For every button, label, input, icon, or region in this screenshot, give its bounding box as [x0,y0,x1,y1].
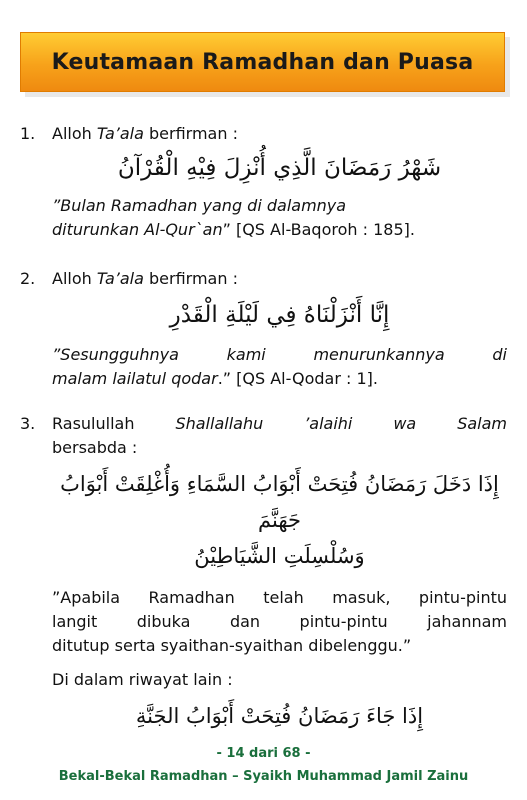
quote-text: ”Sesungguhnya kami menurunkannya di [52,345,507,364]
arabic-hadith-line: وَسُلْسِلَتِ الشَّيَاطِيْنُ [194,544,365,568]
translation-quote [52,586,507,658]
item-number: 1. [20,124,36,143]
intro-italic: Ta’ala [96,269,144,288]
quote-line [52,367,507,391]
page-title: Keutamaan Ramadhan dan Puasa [51,49,474,75]
quote-italic: diturunkan Al-Qur`an [52,220,223,239]
quote-reference: .” [QS Al-Qodar : 1]. [217,369,378,388]
item-intro [52,122,507,146]
intro-text: Alloh [52,269,97,288]
arabic-verse: شَهْرُ رَمَضَانَ الَّذِي أُنْزِلَ فِيْهِ الْقُرْآنُ [117,155,442,181]
quote-line: langit dibuka dan pintu-pintu jahannam [52,612,507,631]
item-intro [52,267,507,291]
riwayat-label: Di dalam riwayat lain : [52,670,233,689]
quote-reference: ” [QS Al-Baqoroh : 185]. [222,220,415,239]
intro-text: Alloh [52,124,97,143]
quote-line [52,343,507,367]
intro-suffix: berfirman : [143,124,238,143]
page-number: - 14 dari 68 - [216,746,311,761]
translation-quote [52,194,507,242]
list-item [20,267,507,391]
intro-italic: Ta’ala [96,124,144,143]
item-intro-line2: bersabda : [52,438,138,457]
quote-text: ”Bulan Ramadhan yang di dalamnya [52,196,347,215]
item-number: 3. [20,414,36,433]
quote-italic: malam lailatul qodar [52,369,218,388]
item-body [52,267,507,391]
item-number: 2. [20,269,36,288]
quote-line [52,218,507,242]
item-intro [52,412,507,436]
list-item [20,122,507,242]
intro-italic: Shallallahu ’alaihi wa Salam [175,414,508,433]
list-item [20,412,507,734]
arabic-verse: إِنَّا أَنْزَلْنَاهُ فِي لَيْلَةِ الْقَدْرِ [169,302,390,328]
arabic-riwayat: إِذَا جَاءَ رَمَضَانُ فُتِحَتْ أَبْوَابُ الجَنَّةِ [135,704,424,728]
item-body [52,122,507,242]
translation-quote [52,343,507,391]
book-title: Bekal-Bekal Ramadhan – Syaikh Muhammad Jamil Zainu [58,769,469,784]
quote-line: ditutup serta syaithan-syaithan dibelenggu.” [52,636,412,655]
quote-line [52,194,507,218]
quote-line: ”Apabila Ramadhan telah masuk, pintu-pintu [52,588,507,607]
intro-suffix: berfirman : [143,269,238,288]
title-banner [20,32,505,92]
item-body [52,412,507,734]
intro-text: Rasulullah [52,414,176,433]
arabic-hadith-line: إِذَا دَخَلَ رَمَضَانُ فُتِحَتْ أَبْوَابُ السَّمَاءِ وَأُغْلِقَتْ أَبْوَابُ جَهَنَّمَ [60,472,499,532]
